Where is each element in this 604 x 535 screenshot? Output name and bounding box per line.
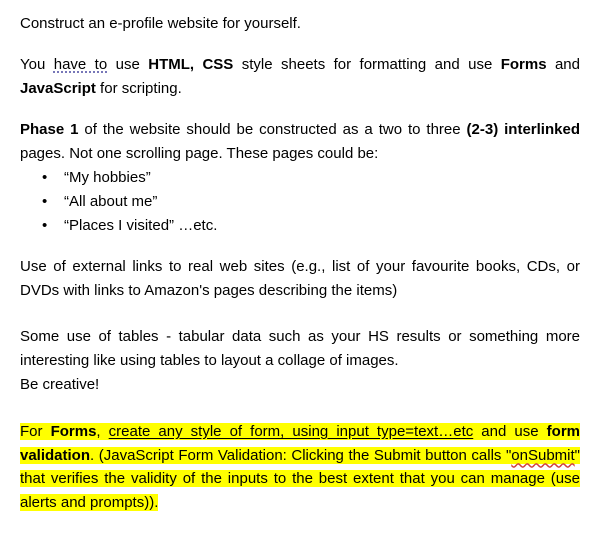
external-links-paragraph: Use of external links to real web sites (e.g., list of your favourite books, CDs, or DVDs with links to Amazon's pages describing the items) (20, 258, 580, 299)
text-span: for scripting. (95, 80, 182, 97)
bold-html-css: HTML, CSS (148, 56, 234, 73)
list-item: • “All about me” (64, 190, 580, 214)
text-span: and (546, 56, 580, 73)
text-span: , (96, 423, 109, 440)
bold-phase1: Phase 1 (20, 121, 79, 138)
requirements-paragraph (20, 53, 580, 101)
grammar-flagged-phrase[interactable]: have to (53, 56, 108, 73)
bold-forms: Forms (500, 56, 547, 73)
phase1-paragraph (20, 118, 580, 166)
pages-bullet-list (20, 166, 580, 238)
intro-line: Construct an e-profile website for yourself. (20, 15, 301, 32)
text-span: use (107, 56, 149, 73)
text-span: of the website should be constructed as a two to three (78, 121, 467, 138)
bold-interlinked: (2-3) interlinked (466, 121, 580, 138)
text-span: and use (473, 423, 547, 440)
list-item: • “Places I visited” …etc. (64, 214, 580, 238)
underlined-phrase: create any style of form, using input type=text…etc (108, 423, 474, 440)
list-item: • “My hobbies” (64, 166, 580, 190)
be-creative-line: Be creative! (20, 376, 100, 393)
bold-forms: Forms (50, 423, 97, 440)
text-span: pages. Not one scrolling page. These pages could be: (20, 145, 379, 162)
tables-paragraph: Some use of tables - tabular data such as your HS results or something more interesting like using tables to layout a collage of images. (20, 328, 580, 369)
text-span: You (20, 56, 54, 73)
text-span: style sheets for formatting and use (233, 56, 501, 73)
text-span: " that verifies the validity of the inputs to the best extent that you can manage (use alerts and prompts)). (20, 446, 580, 511)
bold-javascript: JavaScript (20, 80, 96, 97)
bold-form-validation: form validation (20, 423, 580, 464)
text-span: . (JavaScript Form Validation: Clicking the Submit button calls " (90, 446, 512, 464)
forms-highlighted-paragraph (20, 420, 580, 514)
spell-flagged-word[interactable]: onSubmit (511, 446, 575, 464)
text-span: For (20, 423, 51, 440)
